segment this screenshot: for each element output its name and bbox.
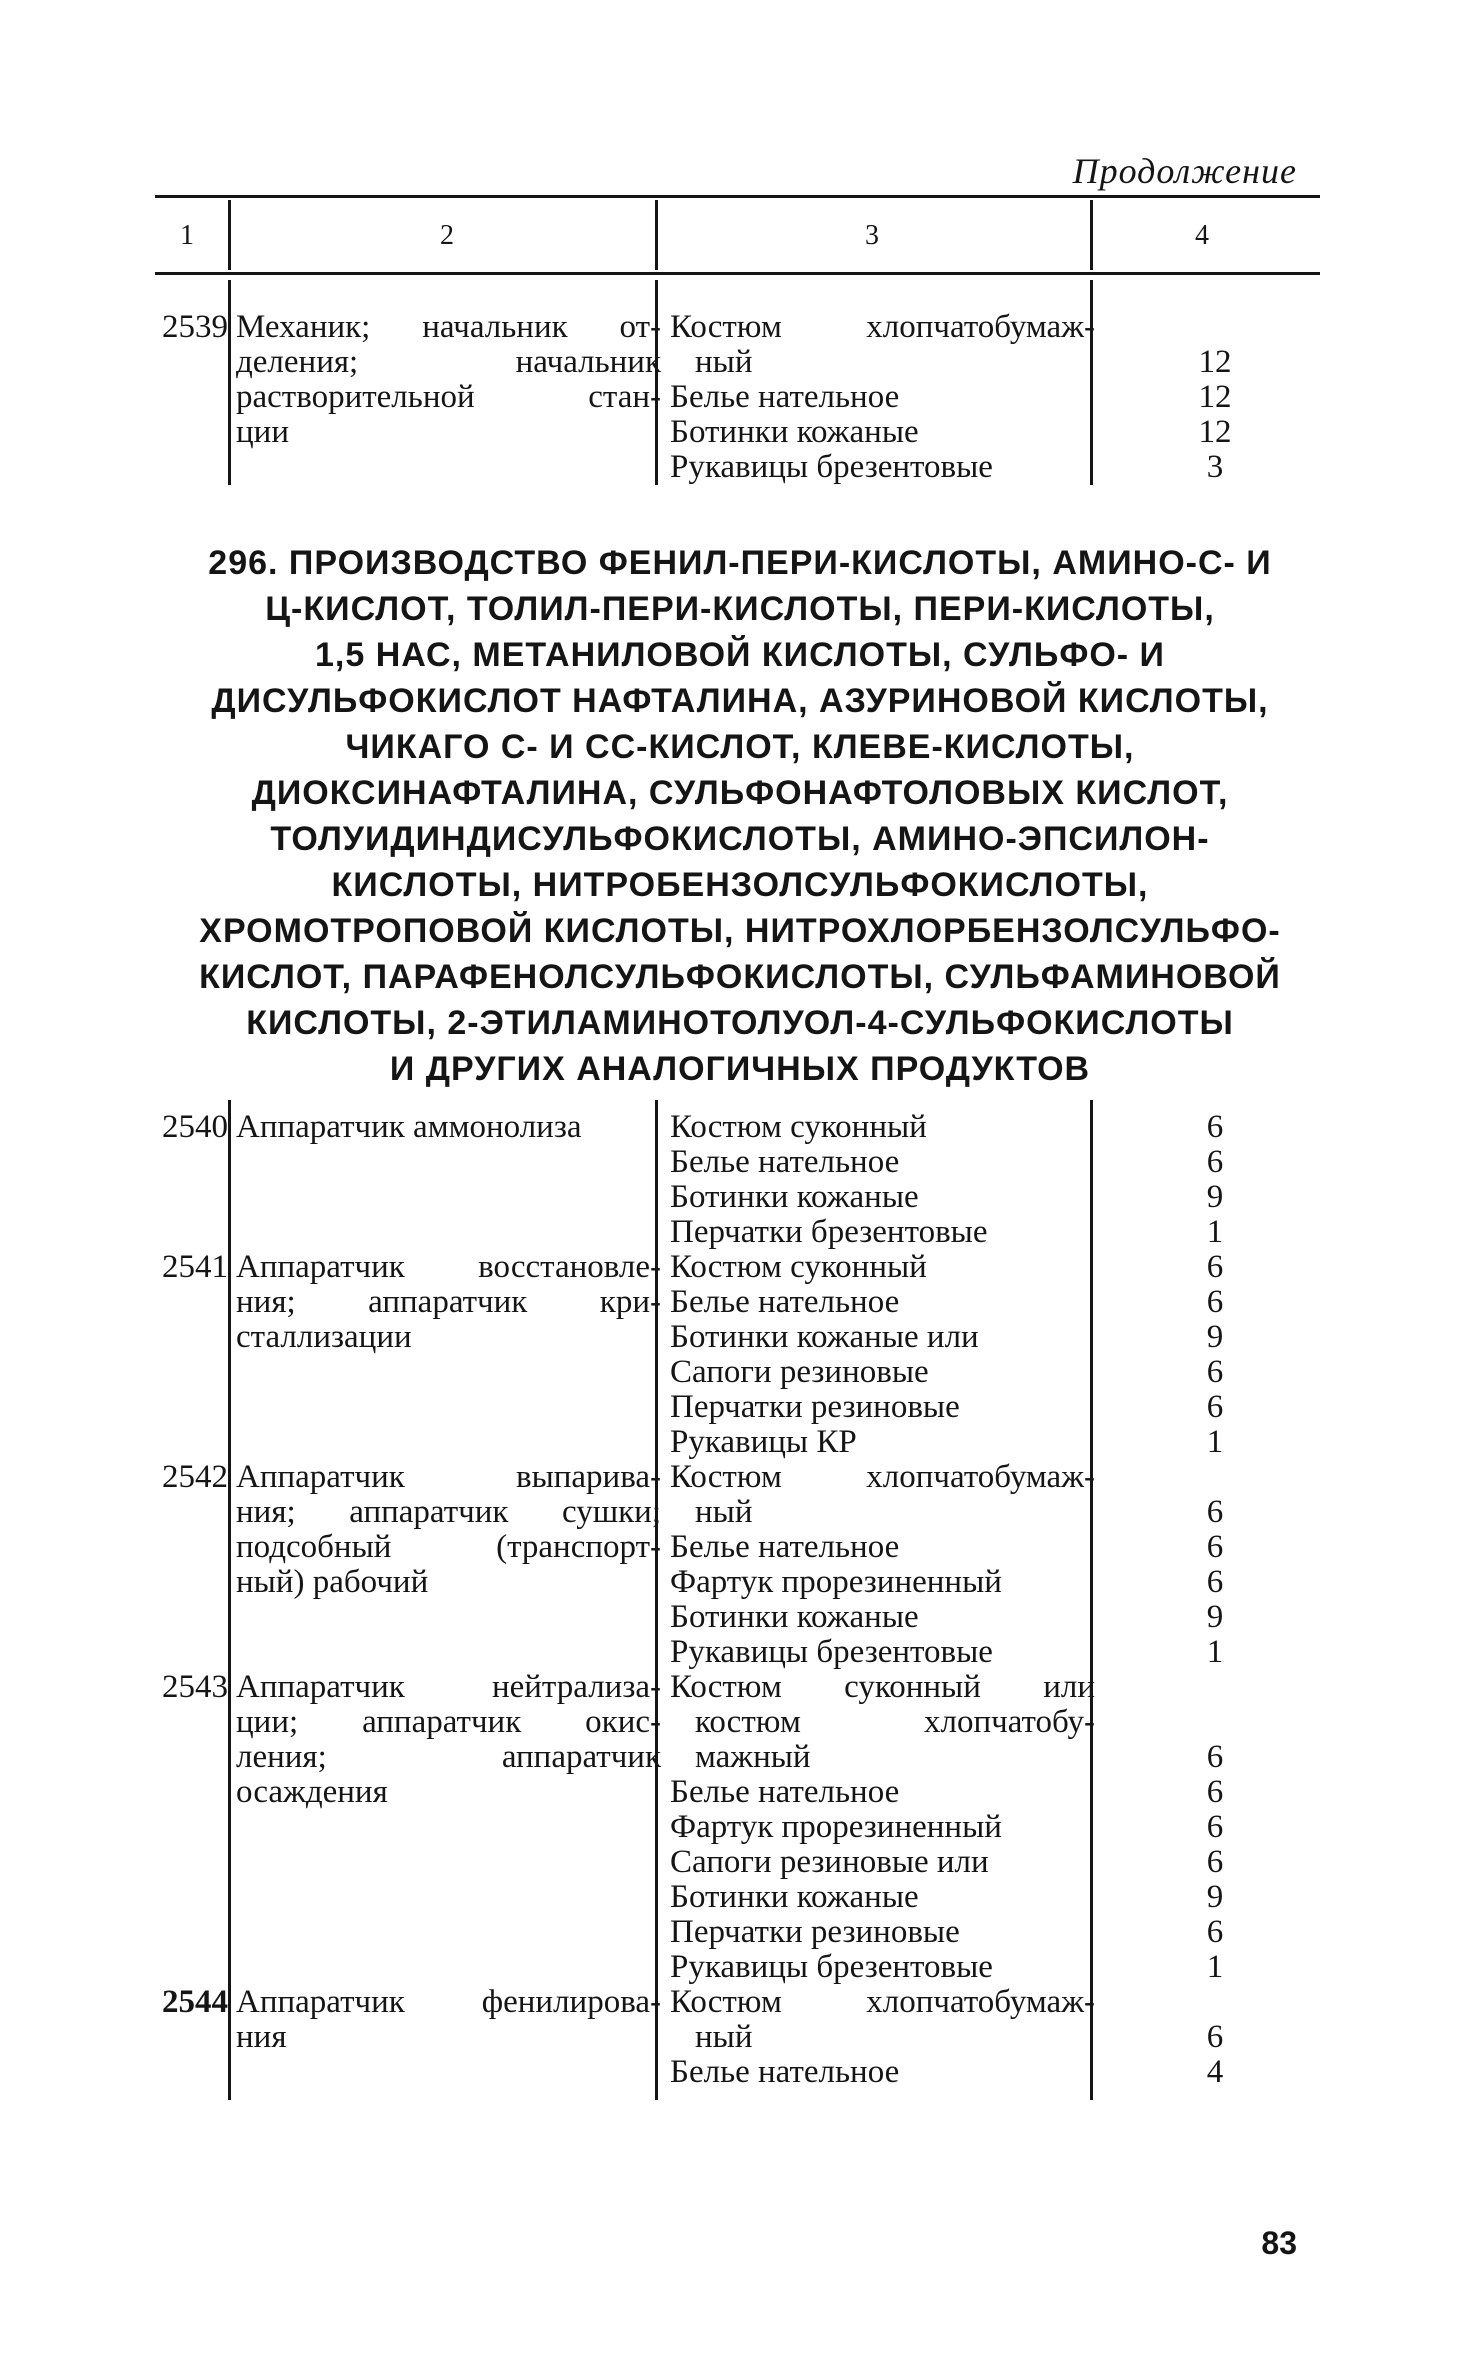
item-name: Сапоги резиновые или (670, 1844, 989, 1880)
item-name: Ботинки кожаные (670, 414, 919, 450)
item-name: ный (695, 1494, 753, 1530)
item-name: мажный (695, 1739, 811, 1775)
item-qty: 6 (1206, 1844, 1224, 1880)
header-col-4: 4 (1195, 220, 1209, 251)
occupation-line: Аппаратчик аммонолиза (236, 1109, 582, 1145)
item-qty: 1 (1206, 1424, 1224, 1460)
item-qty: 9 (1206, 1179, 1224, 1215)
item-name: Перчатки брезентовые (670, 1214, 988, 1250)
title-line: ДИСУЛЬФОКИСЛОТ НАФТАЛИНА, АЗУРИНОВОЙ КИСЛОТЫ, (211, 682, 1269, 720)
item-name: Перчатки резиновые (670, 1389, 960, 1425)
item-qty: 6 (1206, 1389, 1224, 1425)
item-name: Белье нательное (670, 1774, 900, 1810)
item-qty: 9 (1206, 1319, 1224, 1355)
item-name: Костюм хлопчатобумаж- (670, 1984, 1095, 2020)
item-qty: 6 (1206, 1144, 1224, 1180)
table-top-rule (155, 195, 1320, 198)
occupation-line: растворительной стан- (236, 379, 661, 415)
item-name: Белье нательное (670, 379, 900, 415)
title-line: КИСЛОТ, ПАРАФЕНОЛСУЛЬФОКИСЛОТЫ, СУЛЬФАМИНОВОЙ (199, 958, 1281, 996)
item-name: Сапоги резиновые (670, 1354, 929, 1390)
item-qty: 9 (1206, 1879, 1224, 1915)
occupation-line: подсобный (транспорт- (236, 1529, 661, 1565)
item-name: Ботинки кожаные (670, 1879, 919, 1915)
item-qty: 6 (1206, 1284, 1224, 1320)
item-name: Рукавицы брезентовые (670, 1634, 993, 1670)
item-name: Фартук прорезиненный (670, 1564, 1002, 1600)
item-qty: 6 (1206, 1739, 1224, 1775)
item-name: Фартук прорезиненный (670, 1809, 1002, 1845)
item-qty: 9 (1206, 1599, 1224, 1635)
title-line: И ДРУГИХ АНАЛОГИЧНЫХ ПРОДУКТОВ (389, 1050, 1091, 1088)
header-divider-2 (655, 200, 658, 270)
header-col-1: 1 (180, 220, 194, 251)
occupation-line: ления; аппаратчик (236, 1739, 661, 1775)
item-qty: 6 (1206, 1249, 1224, 1285)
item-name: Белье нательное (670, 2054, 900, 2090)
occupation-line: ции; аппаратчик окис- (236, 1704, 661, 1740)
title-line: ТОЛУИДИНДИСУЛЬФОКИСЛОТЫ, АМИНО-ЭПСИЛОН- (270, 820, 1210, 858)
item-name: Ботинки кожаные (670, 1179, 919, 1215)
occupation-line: ния; аппаратчик сушки; (236, 1494, 661, 1530)
occupation-line: Аппаратчик выпарива- (236, 1459, 661, 1495)
title-line: КИСЛОТЫ, 2-ЭТИЛАМИНОТОЛУОЛ-4-СУЛЬФОКИСЛОТЫ (246, 1004, 1234, 1042)
item-qty: 1 (1206, 1949, 1224, 1985)
occupation-line: ния; аппаратчик кри- (236, 1284, 661, 1320)
occupation-line: ния (236, 2019, 287, 2055)
item-name: Перчатки резиновые (670, 1914, 960, 1950)
item-name: Белье нательное (670, 1529, 900, 1565)
table-header-rule (155, 272, 1320, 275)
item-name: Костюм суконный или (670, 1669, 1095, 1705)
title-line: КИСЛОТЫ, НИТРОБЕНЗОЛСУЛЬФОКИСЛОТЫ, (331, 866, 1149, 904)
item-name: Рукавицы брезентовые (670, 1949, 993, 1985)
row-number: 2544 (162, 1984, 228, 2020)
item-qty: 1 (1206, 1634, 1224, 1670)
occupation-line: осаждения (236, 1774, 388, 1810)
header-col-2: 2 (440, 220, 454, 251)
item-name: Костюм хлопчатобумаж- (670, 1459, 1095, 1495)
title-line: ДИОКСИНАФТАЛИНА, СУЛЬФОНАФТОЛОВЫХ КИСЛОТ, (251, 774, 1229, 812)
occupation-line: Аппаратчик восстановле- (236, 1249, 661, 1285)
occupation-line: деления; начальник (236, 344, 661, 380)
row-number: 2541 (162, 1249, 228, 1285)
row-number: 2542 (162, 1459, 228, 1495)
item-name: Белье нательное (670, 1144, 900, 1180)
item-name: Белье нательное (670, 1284, 900, 1320)
page-number: 83 (1261, 2225, 1297, 2261)
row-number: 2543 (162, 1669, 228, 1705)
header-divider-3 (1090, 200, 1093, 270)
item-qty: 6 (1206, 1809, 1224, 1845)
title-line: 296. ПРОИЗВОДСТВО ФЕНИЛ-ПЕРИ-КИСЛОТЫ, АМИНО-С- И (208, 544, 1272, 582)
row-number: 2540 (162, 1109, 228, 1145)
occupation-line: Аппаратчик нейтрализа- (236, 1669, 661, 1705)
item-qty: 1 (1206, 1214, 1224, 1250)
item-qty: 6 (1206, 1109, 1224, 1145)
title-line: ХРОМОТРОПОВОЙ КИСЛОТЫ, НИТРОХЛОРБЕНЗОЛСУЛЬФО- (199, 912, 1281, 950)
item-name: Ботинки кожаные или (670, 1319, 979, 1355)
item-qty: 4 (1206, 2054, 1224, 2090)
item-name: ный (695, 2019, 753, 2055)
item-name: Рукавицы брезентовые (670, 449, 993, 485)
item-qty: 6 (1206, 1774, 1224, 1810)
item-name: Костюм хлопчатобумаж- (670, 309, 1095, 345)
title-line: Ц-КИСЛОТ, ТОЛИЛ-ПЕРИ-КИСЛОТЫ, ПЕРИ-КИСЛОТЫ, (265, 590, 1215, 628)
item-qty: 12 (1198, 414, 1232, 450)
occupation-line: Аппаратчик фенилирова- (236, 1984, 661, 2020)
row-number: 2539 (162, 309, 228, 345)
item-name: Костюм суконный (670, 1109, 927, 1145)
item-qty: 6 (1206, 1494, 1224, 1530)
occupation-line: ный) рабочий (236, 1564, 429, 1600)
continuation-label: Продолжение (1072, 151, 1297, 191)
block2-divider-1 (228, 1100, 231, 2100)
item-name: Костюм суконный (670, 1249, 927, 1285)
block1-divider-1 (228, 280, 231, 485)
item-qty: 6 (1206, 1529, 1224, 1565)
item-qty: 6 (1206, 1564, 1224, 1600)
item-qty: 12 (1198, 379, 1232, 415)
item-qty: 3 (1206, 449, 1224, 485)
item-name: ный (695, 344, 753, 380)
section-title (140, 540, 1340, 1092)
occupation-line: Механик; начальник от- (236, 309, 661, 345)
item-name: Ботинки кожаные (670, 1599, 919, 1635)
occupation-line: сталлизации (236, 1319, 412, 1355)
occupation-line: ции (236, 414, 289, 450)
item-name: костюм хлопчатобу- (695, 1704, 1095, 1740)
title-line: 1,5 НАС, МЕТАНИЛОВОЙ КИСЛОТЫ, СУЛЬФО- И (314, 636, 1165, 674)
item-qty: 6 (1206, 2019, 1224, 2055)
item-qty: 6 (1206, 1914, 1224, 1950)
item-name: Рукавицы КР (670, 1424, 857, 1460)
item-qty: 6 (1206, 1354, 1224, 1390)
header-col-3: 3 (865, 220, 879, 251)
title-line: ЧИКАГО С- И СС-КИСЛОТ, КЛЕВЕ-КИСЛОТЫ, (345, 728, 1135, 766)
item-qty: 12 (1198, 344, 1232, 380)
header-divider-1 (228, 200, 231, 270)
